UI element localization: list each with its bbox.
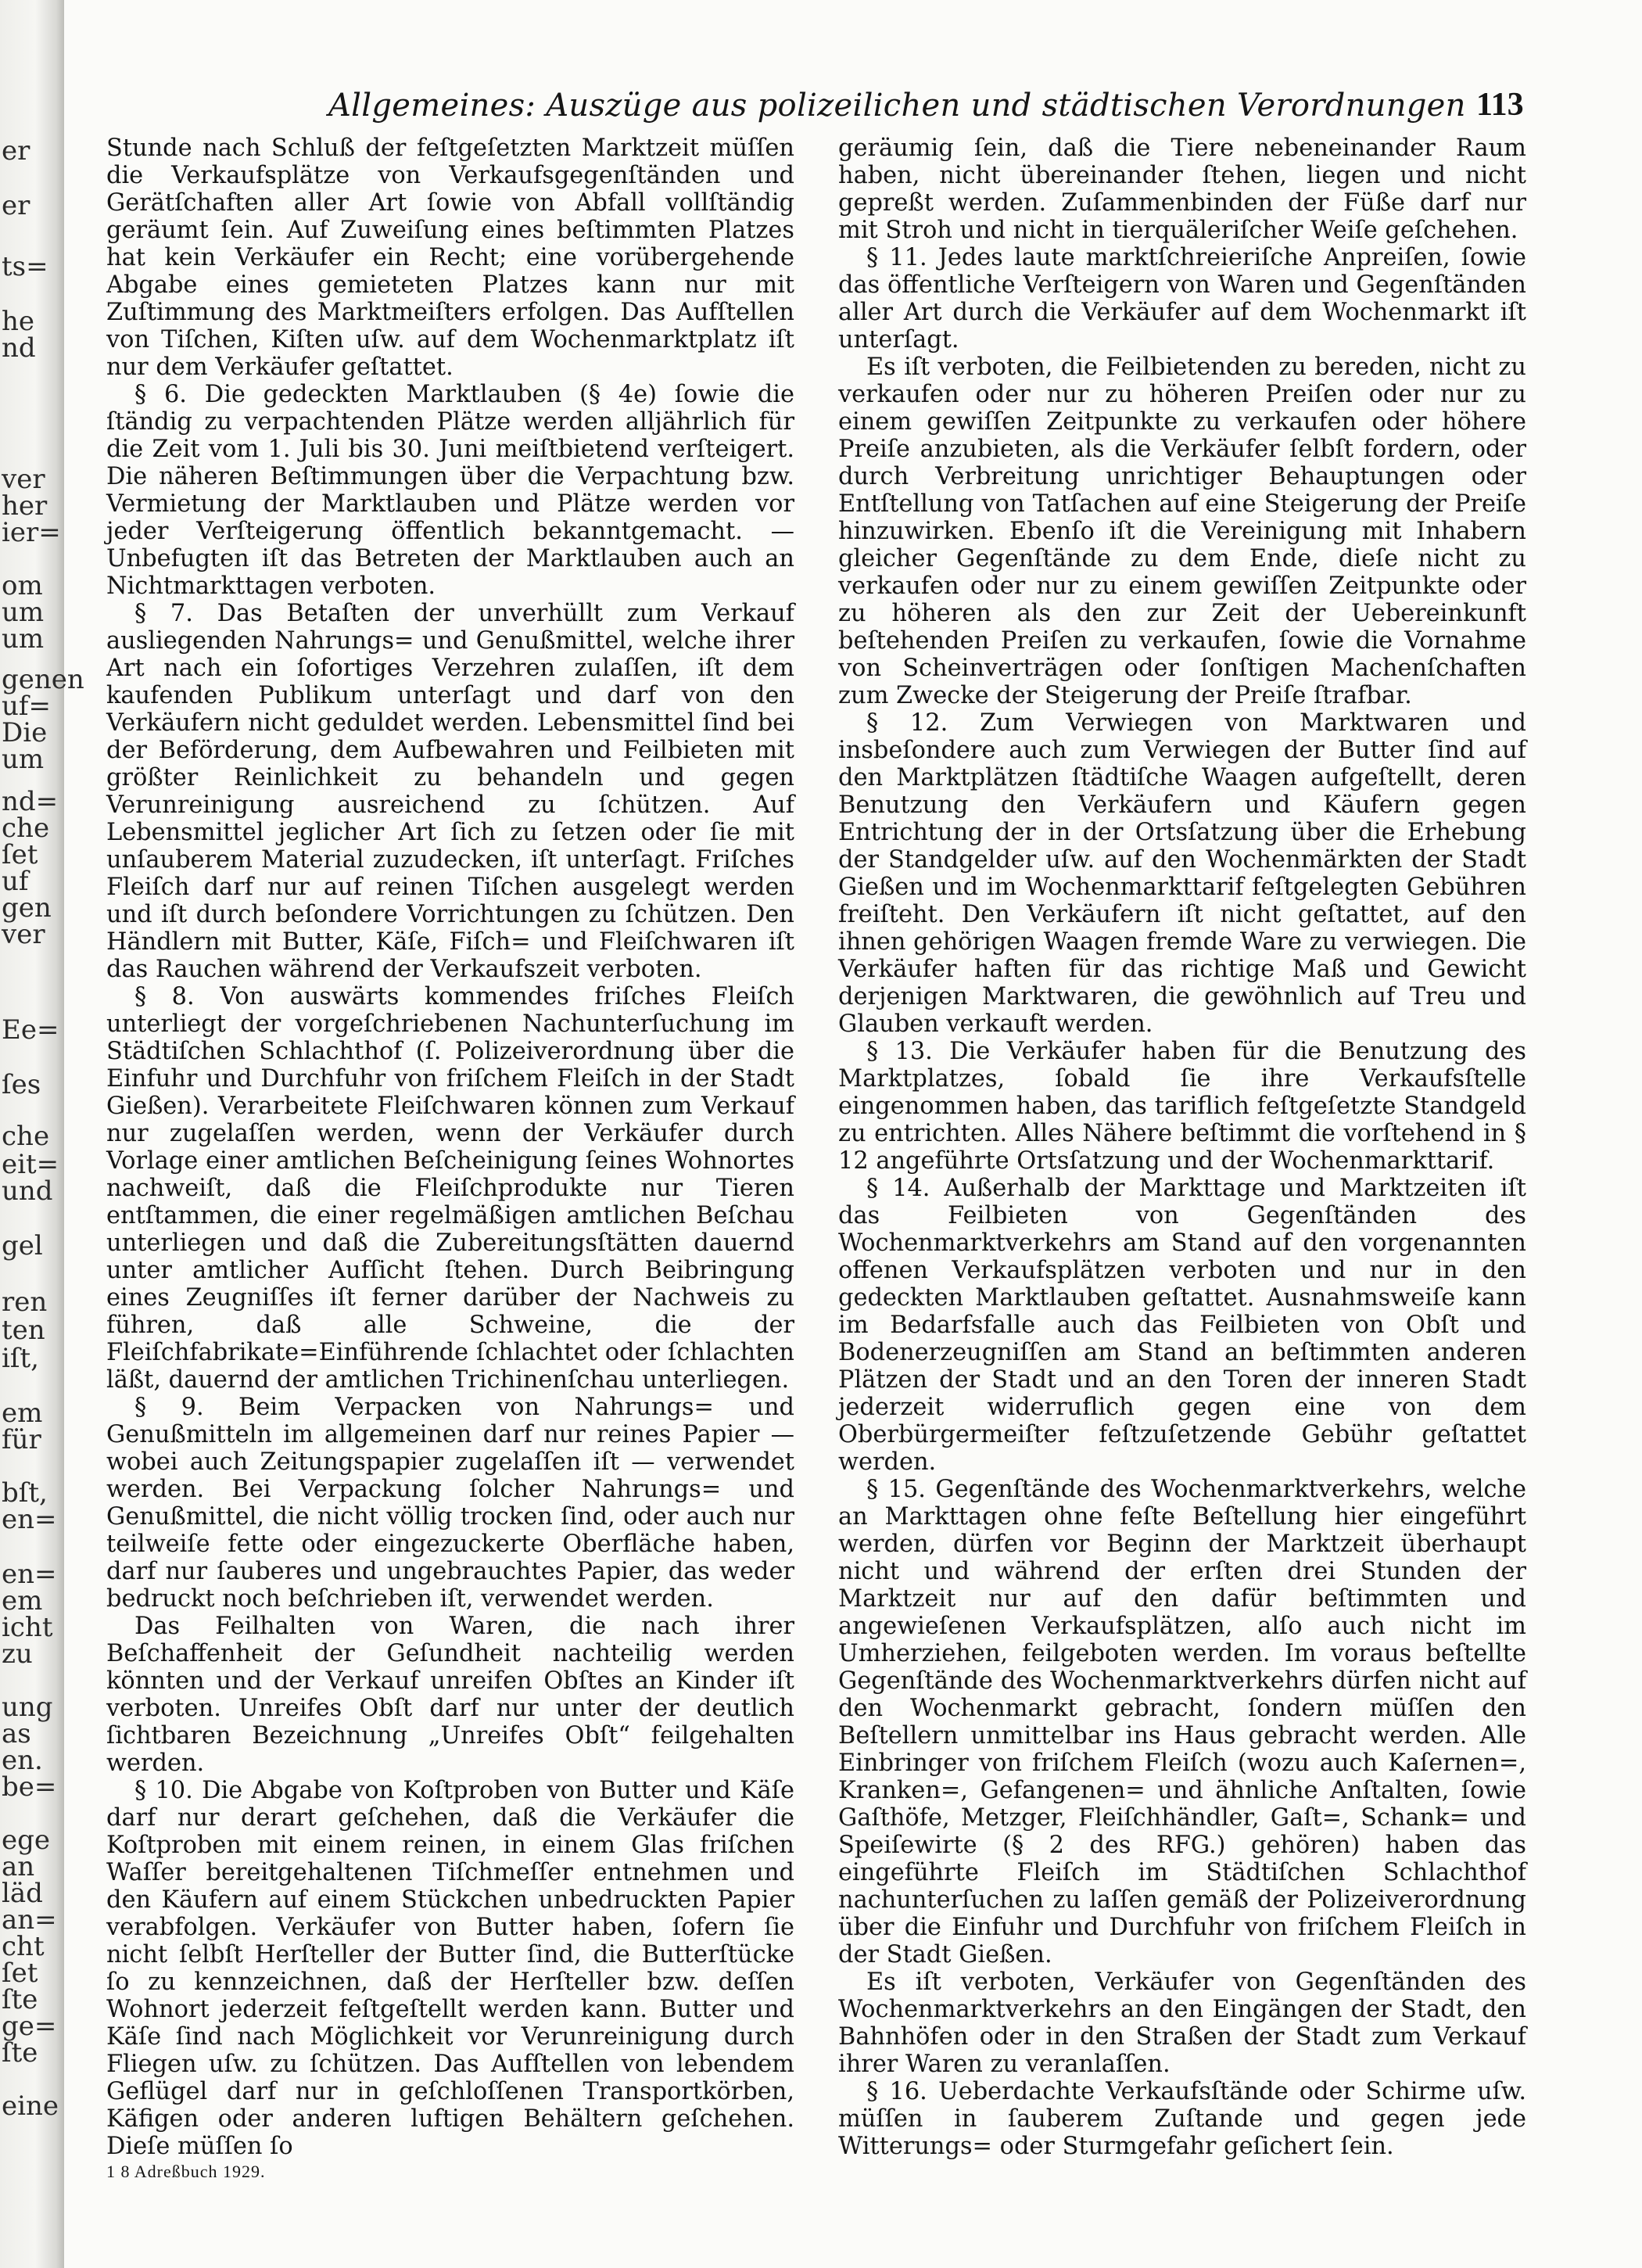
paragraph: geräumig ſein, daß die Tiere nebeneinander Raum haben, nicht übereinander ſtehen, liegen und nicht gepreßt werden. Zuſammenbinden der Füße darf nur mit Stroh und nicht in tierquäleriſcher Weiſe geſchehen. <box>838 135 1526 244</box>
gutter-fragment: her <box>2 490 48 522</box>
gutter-fragment: ver <box>2 919 45 950</box>
gutter-fragment: und <box>2 1175 53 1207</box>
right-column <box>838 135 1526 2160</box>
gutter-fragment: as <box>2 1718 31 1749</box>
paragraph: Es iſt verboten, Verkäufer von Gegenſtänden des Wochenmarktverkehrs an den Eingängen der Stadt, den Bahnhöfen oder in den Straßen der Stadt zum Verkauf ihrer Waren zu veranlaſſen. <box>838 1968 1526 2078</box>
left-column <box>106 135 794 2160</box>
paragraph-section-13: § 13. Die Verkäufer haben für die Benutzung des Marktplatzes, ſobald ſie ihre Verkaufsſtelle eingenommen haben, das tariflich feſtgeſetzte Standgeld zu entrichten. Alles Nähere beſtimmt die vorſtehend in § 12 angeführte Ortsſatzung und der Wochenmarkttarif. <box>838 1038 1526 1175</box>
paragraph-section-10: § 10. Die Abgabe von Koſtproben von Butter und Käſe darf nur derart geſchehen, daß die Verkäufer die Koſtproben mit einem reinen, in einem Glas friſchen Waſſer bereitgehaltenen Tiſchmeſſer entnehmen und den Käufern auf einem Stückchen unbedruckten Papier verabfolgen. Verkäufer von Butter haben, ſofern ſie nicht ſelbſt Herſteller der Butter ſind, die Butterſtücke ſo zu kennzeichnen, daß der Herſteller bzw. deſſen Wohnort jederzeit feſtgeſtellt werden kann. Butter und Käſe ſind nach Möglichkeit vor Verunreinigung durch Fliegen uſw. zu ſchützen. Das Aufſtellen von lebendem Geflügel darf nur in geſchloſſenen Transportkörben, Käfigen oder anderen luftigen Behältern geſchehen. Dieſe müſſen ſo <box>106 1777 794 2160</box>
paragraph-section-11: § 11. Jedes laute marktſchreieriſche Anpreiſen, ſowie das öffentliche Verſteigern von Waren und Gegenſtänden aller Art durch die Verkäufer auf dem Wochenmarkt iſt unterſagt. <box>838 244 1526 353</box>
gutter-fragment: ts= <box>2 251 48 282</box>
gutter-fragment: genen <box>2 664 84 695</box>
gutter-fragment: an <box>2 1851 35 1882</box>
paragraph-section-7: § 7. Das Betaſten der unverhüllt zum Verkauf ausliegenden Nahrungs= und Genußmittel, welche ihrer Art nach ein ſofortiges Verzehren zulaſſen, iſt dem kaufenden Publikum unterſagt und darf von den Verkäufern nicht geduldet werden. Lebensmittel ſind bei der Beförderung, dem Aufbewahren und Feilbieten mit größter Reinlichkeit zu behandeln und gegen Verunreinigung ausreichend zu ſchützen. Auf Lebensmittel jeglicher Art ſich zu ſetzen oder ſie mit unſauberem Material zuzudecken, iſt unterſagt. Friſches Fleiſch darf nur auf reinen Tiſchen ausgelegt werden und iſt durch beſondere Vorrichtungen zu ſchützen. Den Händlern mit Butter, Käſe, Fiſch= und Fleiſchwaren iſt das Rauchen während der Verkaufszeit verboten. <box>106 600 794 983</box>
gutter-fragment: bſt, <box>2 1477 48 1509</box>
gutter-fragment: ſte <box>2 2037 38 2069</box>
gutter-fragment: er <box>2 135 30 167</box>
gutter-fragment: en= <box>2 1559 57 1590</box>
binding-gutter <box>0 0 84 2268</box>
gutter-fragment: en. <box>2 1745 43 1776</box>
gutter-fragment: um <box>2 744 45 775</box>
gutter-fragment: gel <box>2 1230 43 1261</box>
gutter-fragment: em <box>2 1398 43 1429</box>
gutter-fragment: ſet <box>2 1958 38 1989</box>
gutter-fragment: iſt, <box>2 1343 39 1374</box>
gutter-fragment: um <box>2 597 45 628</box>
paragraph-section-14: § 14. Außerhalb der Markttage und Marktzeiten iſt das Feilbieten von Gegenſtänden des Wochenmarktverkehrs am Stand auf den vorgenannten offenen Verkaufsplätzen verboten und nur in den gedeckten Marktlauben geſtattet. Ausnahmsweiſe kann im Bedarfsfalle auch das Feilbieten von Obſt und Bodenerzeugniſſen am Stand an beſtimmten anderen Plätzen der Stadt und an den Toren der inneren Stadt jederzeit widerruflich gegen eine von dem Oberbürgermeiſter feſtzuſetzende Gebühr geſtattet werden. <box>838 1175 1526 1476</box>
gutter-fragment: Die <box>2 717 48 748</box>
paragraph-section-6: § 6. Die gedeckten Marktlauben (§ 4e) ſowie die ſtändig zu verpachtenden Plätze werden alljährlich für die Zeit vom 1. Juli bis 30. Juni meiſtbietend verſteigert. Die näheren Beſtimmungen über die Verpachtung bzw. Vermietung der Marktlauben und Plätze werden vor jeder Verſteigerung öffentlich bekanntgemacht. — Unbefugten iſt das Betreten der Marktlauben auch an Nichtmarkttagen verboten. <box>106 381 794 600</box>
gutter-fragment: ſet <box>2 839 38 870</box>
paragraph-section-15: § 15. Gegenſtände des Wochenmarktverkehrs, welche an Markttagen ohne feſte Beſtellung hier eingeführt werden, dürfen vor Beginn der Marktzeit überhaupt nicht und während der erſten drei Stunden der Marktzeit nur auf den dafür beſtimmten und angewieſenen Verkaufsplätzen, alſo auch nicht im Umherziehen, feilgeboten werden. Im voraus beſtellte Gegenſtände des Wochenmarktverkehrs dürfen nicht auf den Wochenmarkt gebracht, ſondern müſſen den Beſtellern unmittelbar ins Haus gebracht werden. Alle Einbringer von friſchem Fleiſch (wozu auch Kaſernen=, Kranken=, Gefangenen= und ähnliche Anſtalten, ſowie Gaſthöfe, Metzger, Fleiſchhändler, Gaſt=, Schank= und Speiſewirte (§ 2 des RFG.) gehören) haben das eingeführte Fleiſch im Städtiſchen Schlachthof nachunterſuchen zu laſſen gemäß der Polizeiverordnung über die Einfuhr und Durchfuhr von friſchem Fleiſch in der Stadt Gießen. <box>838 1476 1526 1968</box>
paragraph-section-9: § 9. Beim Verpacken von Nahrungs= und Genußmitteln im allgemeinen darf nur reines Papier — wobei auch Zeitungspapier zugelaſſen iſt — verwendet werden. Bei Verpackung ſolcher Nahrungs= und Genußmittel, die nicht völlig trocken ſind, oder auch nur teilweiſe fette oder eingezuckerte Oberfläche haben, darf nur ſauberes und ungebrauchtes Papier, das weder bedruckt noch beſchrieben iſt, verwendet werden. <box>106 1394 794 1613</box>
gutter-fragment: en= <box>2 1504 57 1535</box>
gutter-fragment: eit= <box>2 1149 59 1180</box>
gutter-fragment: um <box>2 623 45 655</box>
gutter-fragment: cht <box>2 1931 45 1962</box>
gutter-fragment: für <box>2 1424 41 1455</box>
gutter-fragment: em <box>2 1585 43 1617</box>
gutter-fragment: Ee= <box>2 1014 59 1046</box>
running-header: Allgemeines: Auszüge aus polizeilichen und städtischen Verordnungen <box>328 88 1466 124</box>
gutter-fragment: ege <box>2 1825 51 1856</box>
gutter-fragment: er <box>2 190 30 221</box>
gutter-fragment: che <box>2 813 50 844</box>
paragraph-section-12: § 12. Zum Verwiegen von Marktwaren und insbeſondere auch zum Verwiegen der Butter ſind auf den Marktplätzen ſtädtiſche Waagen aufgeſtellt, deren Benutzung den Verkäufern und Käufern gegen Entrichtung der in der Ortsſatzung über die Erhebung der Standgelder uſw. auf den Wochenmärkten der Stadt Gießen und im Wochenmarkttarif feſtgelegten Gebühren freiſteht. Den Verkäufern iſt nicht geſtattet, auf den ihnen gehörigen Waagen fremde Ware zu verwiegen. Die Verkäufer haften für das richtige Maß und Gewicht derjenigen Marktwaren, die gewöhnlich auf Treu und Glauben verkauft werden. <box>838 709 1526 1038</box>
paragraph-section-8: § 8. Von auswärts kommendes friſches Fleiſch unterliegt der vorgeſchriebenen Nachunterſuchung im Städtiſchen Schlachthof (ſ. Polizeiverordnung über die Einfuhr und Durchfuhr von friſchem Fleiſch in der Stadt Gießen). Verarbeitete Fleiſchwaren können zum Verkauf nur zugelaſſen werden, wenn der Verkäufer durch Vorlage einer amtlichen Beſcheinigung ſeines Wohnortes nachweiſt, daß die Fleiſchprodukte nur Tieren entſtammen, die einer regelmäßigen amtlichen Beſchau unterliegen und daß die Zubereitungsſtätten dauernd unter amtlicher Aufſicht ſtehen. Durch Beibringung eines Zeugniſſes iſt ferner darüber der Nachweis zu führen, daß alle Schweine, die der Fleiſchfabrikate=Einführende ſchlachtet oder ſchlachten läßt, dauernd der amtlichen Trichinenſchau unterliegen. <box>106 983 794 1394</box>
gutter-fragment: ſte <box>2 1984 38 2015</box>
gutter-fragment: icht <box>2 1612 53 1643</box>
gutter-fragment: ung <box>2 1692 53 1723</box>
gutter-fragment: uf <box>2 866 29 897</box>
paragraph: Stunde nach Schluß der feſtgeſetzten Marktzeit müſſen die Verkaufsplätze von Verkaufsgegenſtänden und Gerätſchaften aller Art ſowie von Abfall vollſtändig geräumt ſein. Auf Zuweiſung eines beſtimmten Platzes hat kein Verkäufer ein Recht; eine vorübergehende Abgabe eines gemieteten Platzes kann nur mit Zuſtimmung des Marktmeiſters erfolgen. Das Aufſtellen von Tiſchen, Kiſten uſw. auf dem Wochenmarktplatz iſt nur dem Verkäufer geſtattet. <box>106 135 794 381</box>
gutter-fragment: an= <box>2 1904 57 1936</box>
paragraph-section-16: § 16. Ueberdachte Verkaufsſtände oder Schirme uſw. müſſen in ſauberem Zuſtande und gegen jede Witterungs= oder Sturmgefahr geſichert ſein. <box>838 2078 1526 2160</box>
gutter-fragment: che <box>2 1121 50 1152</box>
gutter-fragment: uf= <box>2 691 51 722</box>
gutter-fragment: ier= <box>2 517 61 548</box>
paragraph: Das Feilhalten von Waren, die nach ihrer Beſchaffenheit der Geſundheit nachteilig werden könnten und der Verkauf unreifen Obſtes an Kinder iſt verboten. Unreifes Obſt darf nur unter der deutlich ſichtbaren Bezeichnung „Unreifes Obſt“ feilgehalten werden. <box>106 1613 794 1777</box>
gutter-fragment: he <box>2 306 35 337</box>
gutter-fragment: ren <box>2 1287 48 1318</box>
gutter-fragment: ſes <box>2 1069 41 1100</box>
gutter-fragment: be= <box>2 1771 57 1803</box>
gutter-fragment: gen <box>2 892 52 924</box>
paragraph: Es iſt verboten, die Feilbietenden zu bereden, nicht zu verkaufen oder nur zu höheren Preiſen oder nur zu einem gewiſſen Zeitpunkte zu verkaufen oder höhere Preiſe anzubieten, als die Verkäufer ſelbſt fordern, oder durch Verbreitung unrichtiger Behauptungen oder Entſtellung von Tatſachen auf eine Steigerung der Preiſe hinzuwirken. Ebenſo iſt die Vereinigung mit Inhabern gleicher Gegenſtände zu dem Ende, dieſe nicht zu verkaufen oder nur zu einem gewiſſen Zeitpunkte oder zu höheren als den zur Zeit der Uebereinkunft beſtehenden Preiſen zu verkaufen, ſowie die Vornahme von Scheinverträgen oder ſonſtigen Machenſchaften zum Zwecke der Steigerung der Preiſe ſtrafbar. <box>838 353 1526 709</box>
gutter-fragment: ten <box>2 1315 45 1346</box>
gutter-fragment: nd= <box>2 786 59 817</box>
gutter-fragment: ver <box>2 464 45 495</box>
gutter-fragment: zu <box>2 1638 33 1670</box>
gutter-fragment: läd <box>2 1878 43 1909</box>
page-number: 113 <box>1476 87 1524 123</box>
gutter-fragment: om <box>2 570 43 601</box>
gutter-fragment: nd <box>2 332 36 364</box>
gutter-fragment: eine <box>2 2090 59 2122</box>
signature-mark: 1 8 Adreßbuch 1929. <box>106 2162 266 2181</box>
gutter-fragment: ge= <box>2 2011 57 2042</box>
